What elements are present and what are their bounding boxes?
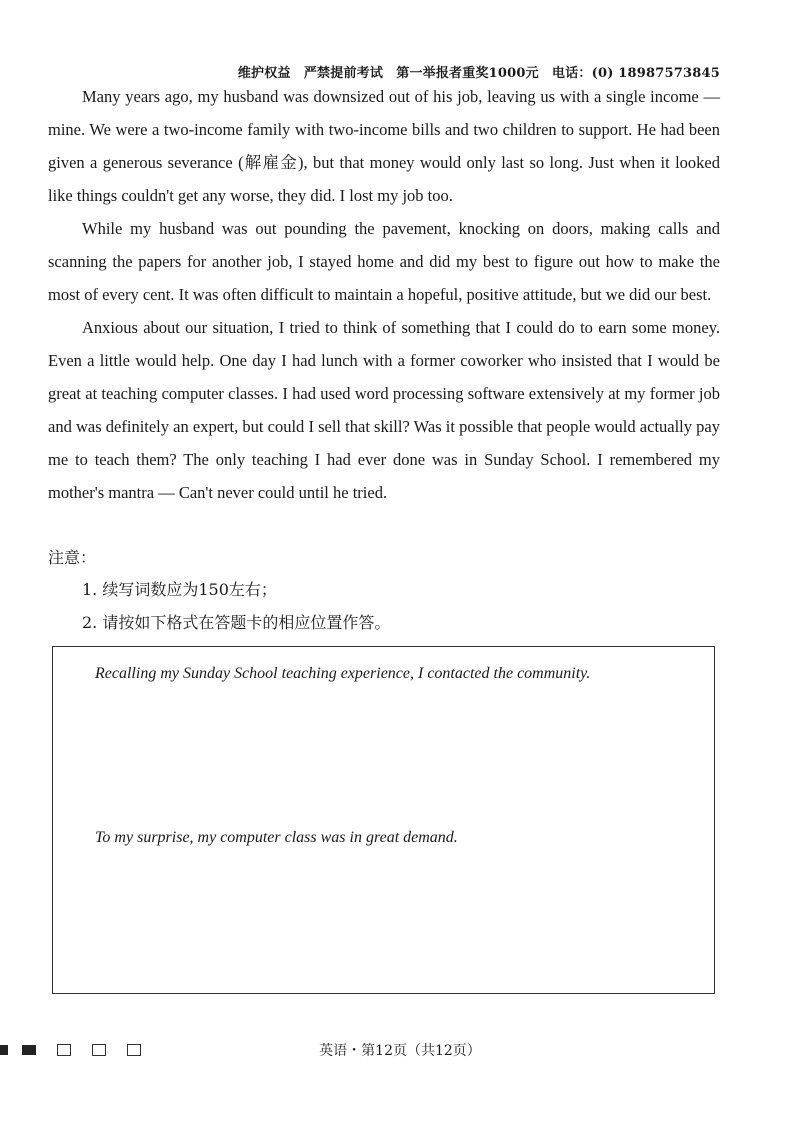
paragraph-1-prompt: Recalling my Sunday School teaching experience, I contacted the community.	[95, 665, 591, 682]
passage-paragraph-1: Many years ago, my husband was downsized out of his job, leaving us with a single income — mine. We were a two-income family with two-income bills and two children to support. He had been given a generous severance (解雇金), but that money would only last so long. Just when it looked like things couldn't get any worse, they did. I lost my job too.	[48, 87, 720, 205]
answer-box[interactable]	[52, 646, 715, 994]
passage-paragraph-3: Anxious about our situation, I tried to think of something that I could do to earn some money. Even a little would help. One day I had lunch with a former coworker who insisted that I would be great at teaching computer classes. I had used word processing software extensively at my former job and was definitely an expert, but could I sell that skill? Was it possible that people would actually pay me to teach them? The only teaching I had ever done was in Sunday School. I remembered my mother's mantra — Can't never could until he tried.	[48, 318, 720, 502]
passage	[48, 80, 720, 509]
note-item-2: 2. 请按如下格式在答题卡的相应位置作答。	[82, 613, 391, 632]
page-number: 英语・第12页（共12页）	[319, 1043, 481, 1059]
passage-paragraph-2: While my husband was out pounding the pavement, knocking on doors, making calls and scanning the papers for another job, I stayed home and did my best to figure out how to make the most of every cent. It was often difficult to maintain a hopeful, positive attitude, but we did our best.	[48, 219, 720, 304]
anti-cheating-notice: 维护权益 严禁提前考试 第一举报者重奖1000元 电话：(0) 18987573845	[237, 66, 720, 81]
note-item-1: 1. 续写词数应为150左右；	[82, 580, 277, 599]
notes-title: 注意：	[48, 548, 97, 567]
paragraph-2-prompt: To my surprise, my computer class was in great demand.	[95, 829, 458, 846]
